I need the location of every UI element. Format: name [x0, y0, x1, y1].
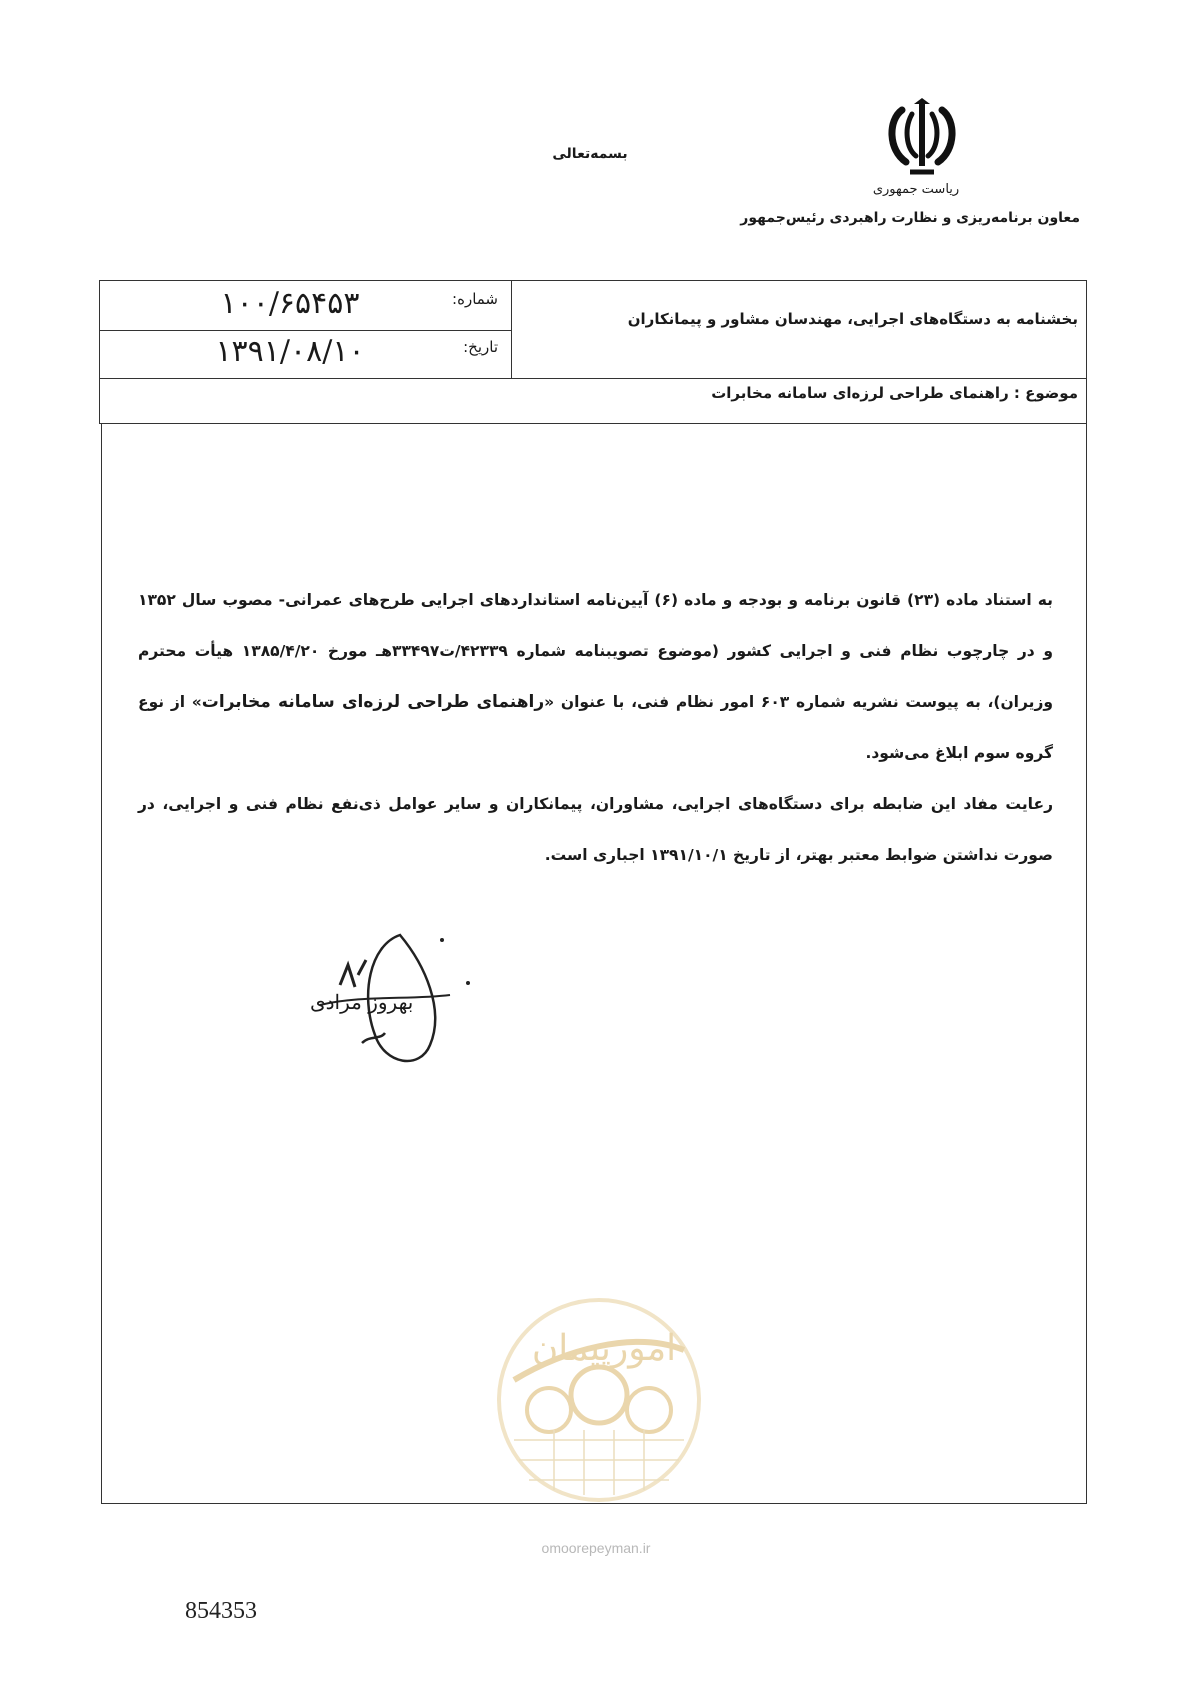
watermark-logo-icon — [494, 1290, 704, 1530]
watermark-logo-text: امورپیمان — [531, 1328, 677, 1369]
letter-number: ۱۰۰/۶۵۴۵۳ — [220, 286, 360, 321]
body-paragraph-1 — [138, 575, 1053, 779]
body-paragraph-2: رعایت مفاد این ضابطه برای دستگاه‌های اجرایی، مشاوران، پیمانکاران و سایر عوامل ذی‌نفع نظام فنی و اجرایی، در صورت نداشتن ضوابط معتبر بهتر، از تاریخ ۱۳۹۱/۱۰/۱ اجباری است. — [138, 795, 1053, 864]
header-divider-subject — [99, 378, 1087, 379]
watermark-site: omoorepeyman.ir — [541, 1540, 651, 1556]
letter-body — [138, 575, 1053, 881]
subject-line: موضوع : راهنمای طراحی لرزه‌ای سامانه مخابرات — [711, 384, 1078, 402]
body-paragraph-1-intro: به استناد ماده (۲۳) قانون برنامه و بودجه و ماده (۶) آیین‌نامه استانداردهای اجرایی طرح‌های عمرانی- مصوب سال ۱۳۵۲ و در چارچوب نظام فنی و اجرایی کشور (موضوع تصویبنامه شماره ۴۲۳۳۹/ت۳۳۴۹۷هـ مورخ ۱۳۸۵/۴/۲۰ هیأت محترم وزیران)، به پیوست نشریه شماره ۶۰۳ امور نظام فنی، با عنوان « — [138, 591, 1054, 711]
body-paragraph-1-end: » از نوع گروه سوم ابلاغ می‌شود. — [138, 693, 1053, 762]
presidency-caption: ریاست جمهوری — [872, 182, 960, 197]
signatory-name: بهروز مرادی — [310, 990, 414, 1014]
body-frame-right — [1086, 424, 1087, 1504]
recipient-line: بخشنامه به دستگاه‌های اجرایی، مهندسان مشاور و پیمانکاران — [627, 310, 1078, 328]
deputy-office-title: معاون برنامه‌ریزی و نظارت راهبردی رئیس‌جمهور — [740, 210, 1080, 226]
document-id: 854353 — [185, 1598, 257, 1624]
date-label: تاریخ: — [463, 338, 498, 356]
header-divider-vertical — [511, 280, 512, 378]
iran-emblem-icon — [884, 98, 960, 180]
letter-date: ۱۳۹۱/۰۸/۱۰ — [215, 334, 365, 369]
header-divider-meta — [99, 330, 512, 331]
body-frame-left — [101, 424, 102, 1504]
number-label: شماره: — [452, 290, 498, 308]
basmala: بسمه‌تعالی — [552, 146, 628, 162]
publication-title: راهنمای طراحی لرزه‌ای سامانه مخابرات — [201, 692, 545, 712]
